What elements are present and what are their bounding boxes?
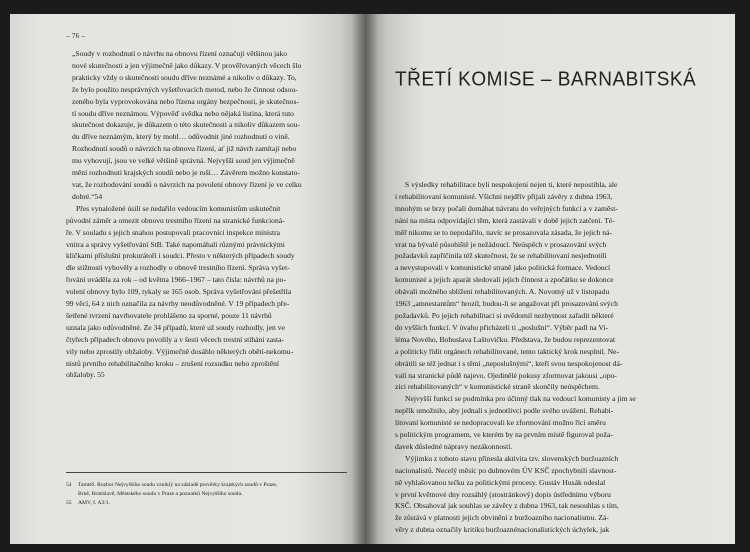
quote-line: prakticky vždy o skutečnosti soudu dříve neznámé a nikoliv o důkazy. To,: [72, 72, 297, 82]
text-line: Nejvyšší funkcí se podmínka pro účinný tlak na vedoucí komunisty a jim se: [405, 394, 636, 404]
text-line: v první květnové dny rozsáhlý (stostránkový) dopis ústřednímu výboru: [395, 489, 611, 499]
text-line: vrat na bývalé působiště je nežádoucí. Neúspěch v prosazování svých: [395, 239, 607, 249]
paragraph-line: řování uváděla za rok – od května 1966–1967 – tato čísla: návrhů na po-: [66, 275, 286, 285]
footnote-number: [66, 490, 78, 499]
text-line: požadavků zapříčinila též skutečnost, že se rehabilitovaní nesjednotili: [395, 251, 607, 261]
text-line: nacionalistů. Necelý měsíc po dubnovém ÚV KSČ zpochybnili slavnost-: [395, 465, 617, 475]
quote-line: vat, že rozhodování soudů o návrzích na povolení obnovy řízení je ve celku: [72, 179, 302, 189]
left-page: [10, 14, 365, 544]
footnote: [66, 490, 347, 499]
quote-line: du dříve neznámým, který by mohl… odůvodnit jiné rozhodnutí o vině.: [72, 132, 290, 142]
quote-line: mu vyhovují, jsou ve velké většině správná. Nejvyšší soud jen výjimečně: [72, 156, 295, 166]
footnotes: [66, 472, 347, 508]
text-line: měř nikomu se to nepodařilo, navíc se prosazovala zásada, že jejich ná-: [395, 227, 612, 237]
quote-block: [72, 48, 347, 203]
paragraph-line: šetřené tvrzení navrhovatele prohlášeno za sporné, pouze 11 návrhů: [66, 310, 272, 320]
text-line: S výsledky rehabilitace byli nespokojeni nejen ti, které nepostihla, ale: [405, 180, 618, 189]
quote-line: tí soudu dříve neznámou. Výpověď svědka nebo nějaká listina, která tuto: [72, 108, 294, 118]
text-line: komunisté a jejich aparát sledovali jejich činnost a zpočátku se dokonce: [395, 275, 614, 285]
text-line: a nevystupovali v komunistické straně jako politická formace. Vedoucí: [395, 263, 611, 273]
paragraph-line: vnitra a správy vyšetřování StB. Také napomáhali různými právnickými: [66, 239, 285, 249]
text-line: léma Nového, Bohuslava Laštovičku. Představa, že budou reprezentovat: [395, 334, 616, 344]
paragraph-line: vily nebo zprostily obžaloby. Výjimečně dosáhlo některých obětí-nekomu-: [66, 346, 294, 356]
paragraph-line: volení obnovy bylo 109, tykaly se 165 osob. Správa vyšetřování přešetřila: [66, 287, 292, 297]
text-line: i rehabilitovaní komunisté. Všichni nejdřív přijali závěry z dubna 1963,: [395, 191, 613, 201]
text-line: obávali možného sblížení rehabilitovaných. A. Novotný už v listopadu: [395, 287, 610, 297]
text-line: nání na místa odpovídající těm, která zastávali v době jejich zatčení. Té-: [395, 215, 615, 225]
chapter-title: TŘETÍ KOMISE – BARNABITSKÁ: [395, 68, 697, 91]
quote-line: nové skutečnosti a jen výjimečně jako důkazy. V prověřovaných věcech šlo: [72, 60, 302, 70]
footnote-text: Tamtéž. Rozbor Nejvyššího soudu vzniklý na základě prověrky krajských soudů v Praze,: [78, 482, 278, 488]
text-line: davek důsledné nápravy nezákonností.: [395, 441, 513, 451]
footnote: [66, 499, 347, 508]
footnote-text: Brně, Bratislavě, Městského soudu v Praze a poznatků Nejvyššího soudu.: [78, 491, 243, 497]
paragraph-line: původní záměr a omezit obnovu trestního řízení na stranické funkcioná-: [66, 215, 285, 225]
quote-line: „Soudy v rozhodnutí o návrhu na obnovu řízení označují většinou jako: [72, 49, 288, 58]
right-page: [365, 14, 735, 544]
quote-line: dobré.“54: [72, 191, 103, 201]
paragraph-line: čtyřech případech obnovu povolily a v šesti věcech trestní stíhání zasta-: [66, 334, 285, 344]
text-line: 1963 „amnestantům“ hrozil, budou-li se angažovat při prosazování svých: [395, 299, 618, 309]
text-line: že zůstává v platnosti jejich obvinění z buržoazního nacionalismu. Zá-: [395, 513, 609, 523]
footnote: [66, 481, 347, 490]
text-line: litovaní komunisté se nedopracovali ke zformování možno řící směru: [395, 418, 606, 428]
text-line: s politickým programem, ve kterém by na prvním místě figuroval poža-: [395, 430, 613, 440]
quote-line: Rozhodnutí soudů o návrzích na obnovu řízení, ať již návrh zamítají nebo: [72, 144, 297, 154]
paragraph-line: nistů prvního rehabilitačního kroku – zrušení rozsudku nebo zproštění: [66, 358, 279, 368]
text-line: vali na stranické půdě najevo. Ojedinělé pokusy zformovat jakousi „opo-: [395, 370, 617, 380]
quote-line: že bylo použito nesprávných vyšetřovacích metod, nebo že činnost odsou-: [72, 84, 298, 94]
text-line: zici rehabilitovaných“ v komunistické straně skončily neúspěchem.: [395, 382, 600, 392]
text-line: do vyšších funkcí. V úvahu přicházeli ti „poslušní“. Výběr padl na Vi-: [395, 322, 609, 332]
footnote-number: 54: [66, 482, 72, 488]
text-line: a politicky řídit orgánech rehabilitované, tento taktický krok nesplnil. Ne-: [395, 346, 620, 356]
paragraph-line: uznala jako odůvodněné. Ze 34 případů, které už soudy rozhodly, jen ve: [66, 322, 285, 332]
quote-line: mění rozhodnutí krajských soudů nebo je ruší… Závěrem možno konstato-: [72, 168, 300, 178]
text-line: Výjimku z tohoto stavu přinesla aktivita tzv. slovenských buržoazních: [405, 453, 619, 463]
paragraph-line: obžaloby. 55: [66, 370, 105, 380]
text-line: nepřík umožnilo, aby jednali s jednotlivci podle svého uvážení. Rehabi-: [395, 406, 614, 416]
paragraph-line: 99 věcí, 64 z nich označila za návrhy neodůvodněné. V 19 případech pře-: [66, 299, 290, 309]
quote-line: zeného byla vyprovokována nebo řízena orgány bezpečnosti, je skutečnos-: [72, 96, 299, 106]
page-number: – 76 –: [66, 32, 86, 40]
paragraph-line: Přes vynaložené úsilí se nedařilo vedoucím komunistům uskutečnit: [76, 203, 281, 213]
text-line: mnohým se brzy počali domáhat návratu do veřejných funkcí a v zaměst-: [395, 203, 618, 213]
text-line: věry z dubna označily kritiku buržoaznénacionalistických úchylek, jak: [395, 525, 610, 535]
text-line: KSČ. Obsahoval jak souhlas se závěry z dubna 1963, tak nesouhlas s tím,: [395, 501, 619, 511]
chapter-body: [395, 179, 703, 536]
paragraph-line: dle stížnosti vyhověly a rozhodly o obnově trestního řízení. Správa vyšet-: [66, 263, 290, 273]
paragraph-line: kličkami příslušní prokurátoři i soudci. Přesto v některých případech soudy: [66, 251, 295, 261]
quote-line: skutečnost dokazuje, je důkazem o této skutečnosti a nikoliv důkazem sou-: [72, 120, 300, 130]
text-line: obrátili se též jednat i s těmi „neposlušnými“, kteří svou nespokojenost dá-: [395, 358, 623, 368]
paragraph-line: ře. V souladu s jejich snahou postupovali pracovníci inspekce ministra: [66, 227, 280, 237]
footnote-number: 55: [66, 500, 72, 506]
text-line: požadavků. Po jejich rehabilitaci si uvědomil nezbytnost zařadit některé: [395, 310, 614, 320]
body-paragraph: [66, 203, 347, 382]
text-line: ně vyhlašovanou tečku za politickými procesy. Gustáv Husák odeslal: [395, 477, 606, 487]
footnote-text: AMV, f. A3/1.: [78, 500, 111, 506]
